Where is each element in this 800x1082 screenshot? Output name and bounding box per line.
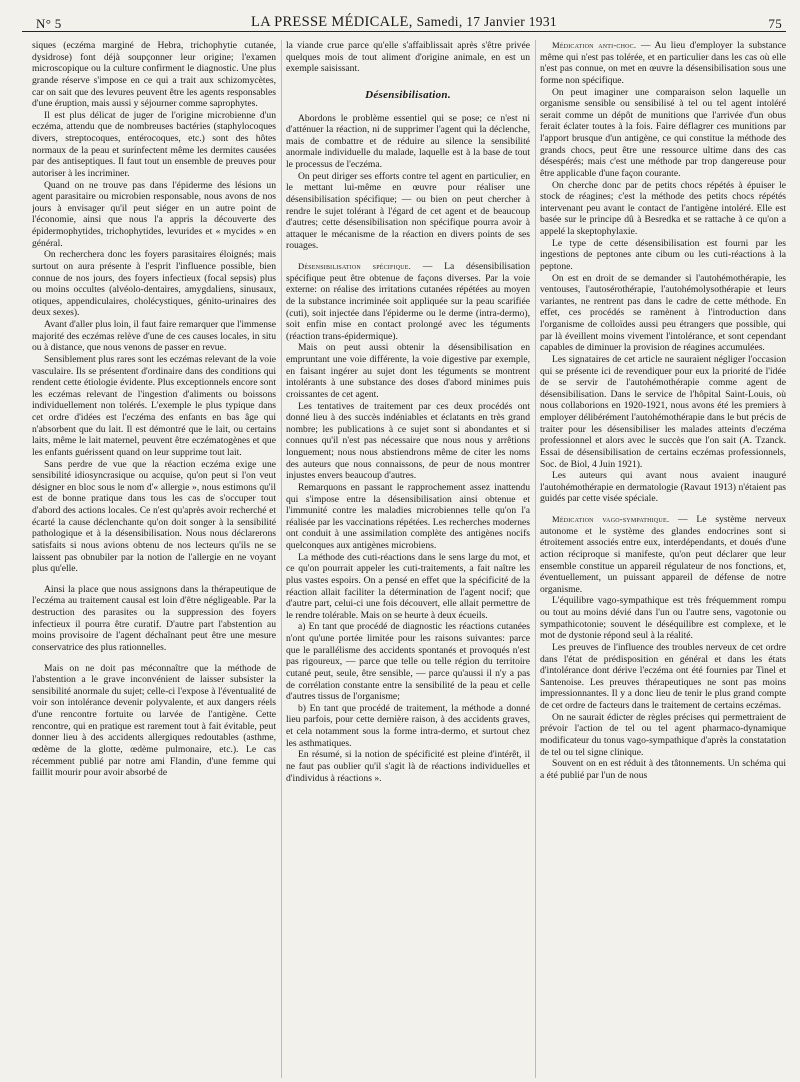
journal-title	[22, 14, 786, 31]
paragraph-text: — Le système nerveux autonome et le système des glandes endocrines sont si étroitement associés entre eux, interdépendants, et doués d'une action réciproque si manifeste, qu'on peut déclarer que leur ensemble constitue un appareil régulateur de nos fonctions, et, éventuellement, un puissant appareil de défense de notre organisme.	[540, 514, 786, 595]
paragraph: On est en droit de se demander si l'autohémothérapie, les ventouses, l'autosérothérapie, l'autohémolysothérapie et leurs variantes, ne rentrent pas dans le cadre de cette méthode. En effet, ces procédés se ramènent à l'introduction dans l'organisme de colloïdes aussi peu étrangers que possible, qui par là éveillent moins vivement l'intolérance, et sont cependant capables de diminuer la provision de réagines accumulées.	[540, 272, 786, 354]
page-number: 75	[768, 16, 782, 31]
paragraph	[540, 40, 786, 87]
paragraph: a) En tant que procédé de diagnostic les réactions cutanées n'ont qu'une portée limitée pour les raisons suivantes: parce que le parallélisme des accidents spontanés et provoqués n'est pas rigoureux, — parce que telle ou telle région du territoire cutané peut, seule, être sensible, — parce qu'aussi il n'y a pas de corrélation constante entre la sensibilité de la peau et celle d'autres tissus de l'organisme;	[286, 621, 530, 703]
paragraph: La méthode des cuti-réactions dans le sens large du mot, et ce qu'on pourrait appeler les cuti-traitements, a fait naître les plus vastes espoirs. On a pensé en effet que la spécificité de la réaction allait faciliter la détermination de l'agent nocif; que d'autre part, celui-ci une fois découvert, elle allait permettre de le rendre tolérable. Mais on se heurte à deux écueils.	[286, 551, 530, 621]
subsection-title: Médication vago-sympathique.	[552, 514, 670, 524]
column-divider	[281, 40, 282, 1078]
paragraph: On peut imaginer une comparaison selon laquelle un organisme sensible ou sensibilisé à tel ou tel agent intoléré serait comme un dépôt de munitions que l'arrivée d'un obus ferait éclater toutes à la fois. Faire déflagrer ces munitions par l'apport brusque d'un antigène, ce qui constitue la méthode des grands chocs, peut être une ressource ultime dans des cas désespérés; mais c'est une méthode par trop dangereuse pour être applicable d'une façon courante.	[540, 86, 786, 179]
issue-number: N° 5	[36, 16, 62, 31]
paragraph-text: — Au lieu d'employer la substance même qui n'est pas tolérée, et en particulier dans les cas où elle n'est pas connue, on met en œuvre la désensibilisation sous une forme non spécifique.	[540, 40, 786, 86]
page-header	[22, 5, 786, 32]
paragraph	[540, 514, 786, 595]
paragraph: la viande crue parce qu'elle s'affaiblissait après s'être privée quelques mois de tout aliment d'origine animale, en est un exemple saisissant.	[286, 40, 530, 75]
column-divider	[535, 40, 536, 1078]
paragraph: Les signataires de cet article ne sauraient négliger l'occasion qui se présente ici de revendiquer pour eux la priorité de l'idée de se servir de l'autohémothérapie comme agent de désensibilisation. Dans le service de l'hôpital Saint-Louis, où nous collaborions en 1920-1921, nous avons été les premiers à employer délibérément l'autohémothérapie dans le but précis de traiter pour les désensibiliser les malades atteints d'eczéma professionnel et alors avec le succès que l'on sait (A. Tzanck. Essai de désensibilisation de certains eczémas professionnels, Soc. de Biol, 4 Juin 1921).	[540, 353, 786, 470]
subsection-title: Désensibilisation spécifique.	[298, 261, 412, 271]
paragraph: Abordons le problème essentiel qui se pose; ce n'est ni d'atténuer la réaction, ni de supprimer l'agent qui la déclenche, mais de combattre et de réduire au silence la sensibilité anormale individuelle du malade, laquelle est à la base de tout le processus de l'eczéma.	[286, 112, 530, 170]
paragraph: Mais on peut aussi obtenir la désensibilisation en empruntant une voie différente, la voie digestive par exemple, en faisant ingérer au sujet dont les téguments se montrent intolérants à une substance des doses d'abord minimes puis croissantes de cet agent.	[286, 342, 530, 400]
paragraph: Souvent on en est réduit à des tâtonnements. Un schéma qui a été publié par l'un de nous	[540, 758, 786, 781]
paragraph: Sans perdre de vue que la réaction eczéma exige une sensibilité idiosyncrasique ou acquise, qu'on peut si l'on veut désigner en bloc sous le nom d'« allergie », nous estimons qu'il est de bonne pratique dans tous les cas de s'occuper tout d'abord des actions locales. Ce n'est qu'après avoir recherché et écarté la cause déclenchante qu'on doit songer à la sensibilité pathologique et à la désensibilisation. Nous nous déclarerons satisfaits si nous avions obtenu de nos lecteurs qu'ils ne se laissent pas obnubiler par la notion de l'allergie en ne voyant plus qu'elle.	[32, 458, 276, 575]
paragraph: On peut diriger ses efforts contre tel agent en particulier, en le mettant lui-même en œuvre pour réaliser une désensibilisation spécifique; — ou bien on peut chercher à rendre le sujet tolérant à l'égard de cet agent et de beaucoup d'autres; cette désensibilisation non spécifique pourra avoir à attaquer le mécanisme de la réaction en divers points de ses rouages.	[286, 170, 530, 252]
paragraph: Il est plus délicat de juger de l'origine microbienne d'un eczéma, attendu que de nombreuses bactéries (staphylocoques divers, streptocoques, entérocoques, etc.) sont des hôtes normaux de la peau et surinfectent même les dermites causées par des antiseptiques. Il faut tout un ensemble de preuves pour autoriser à les incriminer.	[32, 109, 276, 179]
paragraph-text: — La désensibilisation spécifique peut être obtenue de façons diverses. Par la voie externe: on réalise des irritations cutanées répétées au moyen de la substance incriminée soit appliquée sur la peau scarifiée (cuti), soit injectée dans l'épiderme ou le derme (intra-dermo), soit enfin mise en contact prolongé avec les téguments (réaction trans-épidermique).	[286, 261, 530, 342]
paragraph: Ainsi la place que nous assignons dans la thérapeutique de l'eczéma au traitement causal est loin d'être négligeable. Par la destruction des parasites ou la suppression des foyers infectieux il pourra être curatif. D'autre part l'abstention au moins provisoire de l'agent déchaînant peut être une mesure conservatrice des plus rationnelles.	[32, 583, 276, 653]
paragraph: Le type de cette désensibilisation est fourni par les ingestions de peptones ante cibum ou les cuti-réactions à la peptone.	[540, 237, 786, 272]
subsection-title: Médication anti-choc.	[552, 40, 637, 50]
paragraph: Sensiblement plus rares sont les eczémas relevant de la voie vasculaire. Ils se présentent d'ordinaire dans des conditions qui rendent cette étiologie évidente. Plus exceptionnels encore sont les eczémas relevant de l'ingestion d'aliments ou boissons individuellement non tolérés. L'exemple le plus typique dans cet ordre d'idées est l'eczéma des enfants en bas âge qui n'absorbent que du lait. Il est démontré que le lait, ou certains laits, même le lait maternel, peuvent être eczématogènes et que les enfants guérissent quand on leur supprime tout lait.	[32, 353, 276, 458]
paragraph: Les tentatives de traitement par ces deux procédés ont donné lieu à des succès indéniables et éclatants en très grand nombre; les publications à ce sujet sont si abondantes et si connues qu'il n'est pas nécessaire que nous nous y arrêtions longuement; nous nous abstiendrons même de citer les noms des auteurs que nous connaissons, de peur de nous montrer injustes envers beaucoup d'autres.	[286, 400, 530, 482]
paragraph: On cherche donc par de petits chocs répétés à épuiser le stock de réagines; c'est la méthode des petits chocs répétés intervenant peu avant le contact de l'antigène intoléré. Elle est basée sur le principe dû à Besredka et se rattache à ce qu'on a appelé la skeptophylaxie.	[540, 179, 786, 237]
paragraph: Les auteurs qui avant nous avaient inauguré l'autohémothérapie en dermatologie (Ravaut 1913) n'étaient pas guidés par cette visée spéciale.	[540, 470, 786, 505]
paragraph: Les preuves de l'influence des troubles nerveux de cet ordre dans l'état de prédisposition en général et dans les états d'intolérance dont dérive l'eczéma ont été fournies par Tinel et Santenoise. Les preuves thérapeutiques ne sont pas moins impressionnantes. Il y a donc lieu de tenir le plus grand compte de cet ordre de facteurs dans le traitement de certains eczémas.	[540, 641, 786, 711]
column-1	[32, 40, 276, 1080]
paragraph: On recherchera donc les foyers parasitaires éloignés; mais surtout on aura présente à l'esprit l'influence possible, bien connue de nos jours, des foyers infectieux (focal sepsis) plus ou moins occultes (alvéolo-dentaires, amygdaliens, sinusaux, otiques, appendiculaires, cholécystiques, génito-urinaires des deux sexes).	[32, 249, 276, 319]
section-heading: Désensibilisation.	[365, 88, 451, 101]
paragraph: On ne saurait édicter de règles précises qui permettraient de prévoir l'action de tel ou tel agent pharmaco-dynamique modificateur du tonus vago-sympathique d'après la constatation de tel ou tel signe clinique.	[540, 711, 786, 758]
paragraph	[286, 261, 530, 342]
paragraph: Quand on ne trouve pas dans l'épiderme des lésions un agent parasitaire ou microbien responsable, nous avons de nos jours à envisager qu'il peut siéger en un autre point de l'économie, ainsi que nous l'a appris la découverte des épidermophytides, trichophytides, levurides et « mycides » en général.	[32, 179, 276, 249]
paragraph: Avant d'aller plus loin, il faut faire remarquer que l'immense majorité des eczémas relève d'une de ces causes locales, in situ ou à distance, que nous venons de passer en revue.	[32, 319, 276, 354]
paragraph: b) En tant que procédé de traitement, la méthode a donné lieu parfois, pour cette dernière raison, à des accidents graves, et cela notamment sous la forme intra-dermo, et surtout chez les asthmatiques.	[286, 702, 530, 749]
column-3	[540, 40, 786, 1080]
issue-date: Samedi, 17 Janvier 1931	[416, 14, 557, 29]
journal-name: LA PRESSE MÉDICALE,	[251, 14, 413, 30]
column-2	[286, 40, 530, 1080]
paragraph: En résumé, si la notion de spécificité est pleine d'intérêt, il ne faut pas oublier qu'il s'agit là de réactions individuelles et d'individus à réactions ».	[286, 749, 530, 784]
paragraph: siques (eczéma marginé de Hebra, trichophytie cutanée, dysidrose) font déjà soupçonner leur origine; l'examen microscopique ou la culture confirment le diagnostic. Une plus grande réserve s'impose en ce qui a trait aux schizomycètes, car on sait que des levures peuvent être les agents responsables d'une éruption, mais aussi y séjourner comme saprophytes.	[32, 40, 276, 110]
paragraph: L'équilibre vago-sympathique est très fréquemment rompu ou tout au moins dévié dans l'un ou l'autre sens, vagotonie ou sympathicotonie; souvent le déséquilibre est complexe, et le mot de dystonie répond seul à la réalité.	[540, 595, 786, 642]
paragraph: Remarquons en passant le rapprochement assez inattendu qui s'impose entre la désensibilisation ainsi obtenue et l'immunité contre les maladies microbiennes telle qu'on l'a réalisée par les vaccinations répétées. Les recherches modernes ont conduit à une assimilation complète des antigènes nocifs quelconques aux antigènes microbiens.	[286, 481, 530, 551]
paragraph: Mais on ne doit pas méconnaître que la méthode de l'abstention a le grave inconvénient de laisser subsister la sensibilité anormale du sujet; celle-ci l'expose à l'éventualité de voir son intolérance devenir polyvalente, et aux dangers réels d'une rencontre fortuite ou larvée de l'antigène. Cette rencontre, qui en pratique est rarement tout à fait évitable, peut donner lieu à des accidents allergiques redoutables (asthme, œdème de la glotte, œdème pulmonaire, etc.). Le cas récemment publié par notre ami Flandin, d'une femme qui faillit mourir pour avoir absorbé de	[32, 662, 276, 779]
